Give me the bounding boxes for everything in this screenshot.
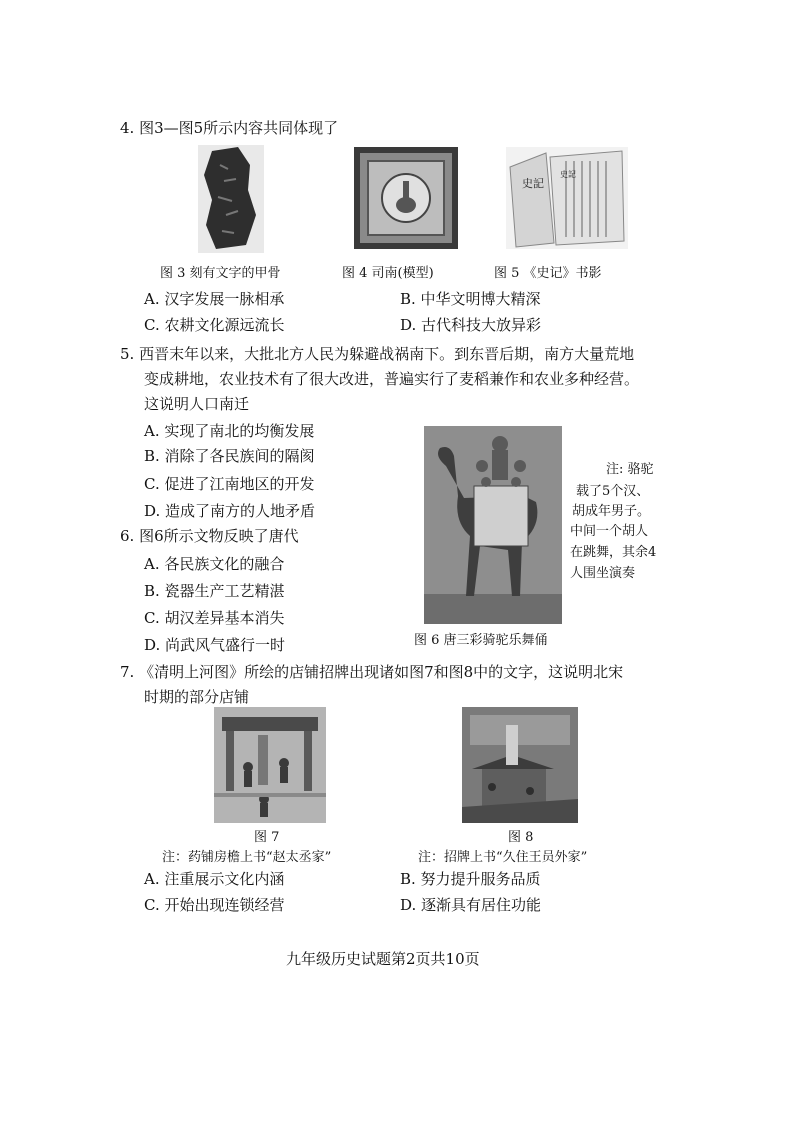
q6-option-b: B. 瓷器生产工艺精湛: [144, 582, 285, 600]
q7-stem-line-1: 7. 《清明上河图》所绘的店铺招牌出现诸如图7和图8中的文字，这说明北宋: [120, 663, 624, 681]
q5-option-a: A. 实现了南北的均衡发展: [144, 422, 315, 440]
fig8-note: 注：招牌上书“久住王员外家”: [418, 850, 588, 865]
fig6-note-line-2: 载了5个汉、: [576, 484, 650, 499]
q5-stem-line-3: 这说明人口南迁: [144, 395, 250, 413]
fig3-caption: 图 3 刻有文字的甲骨: [160, 266, 281, 281]
q6-option-d: D. 尚武风气盛行一时: [144, 636, 286, 654]
fig7-painting-image: [214, 707, 326, 823]
fig5-caption: 图 5 《史记》书影: [494, 266, 602, 281]
q4-option-d: D. 古代科技大放异彩: [400, 316, 542, 334]
q7-option-b: B. 努力提升服务品质: [400, 870, 541, 888]
fig5-book-left-title: 史記: [522, 177, 544, 190]
q4-option-b: B. 中华文明博大精深: [400, 290, 541, 308]
q5-option-b: B. 消除了各民族间的隔阂: [144, 447, 315, 465]
q4-stem: 4. 图3—图5所示内容共同体现了: [120, 119, 339, 137]
fig6-note-line-1: 注: 骆驼: [606, 462, 654, 477]
q5-stem-line-1: 5. 西晋末年以来，大批北方人民为躲避战祸南下。到东晋后期，南方大量荒地: [120, 345, 635, 363]
q6-option-a: A. 各民族文化的融合: [144, 555, 285, 573]
fig5-shiji-book-image: [506, 147, 628, 249]
q7-option-c: C. 开始出现连锁经营: [144, 896, 285, 914]
fig4-caption: 图 4 司南(模型): [342, 266, 434, 281]
q4-option-c: C. 农耕文化源远流长: [144, 316, 285, 334]
fig6-note-line-6: 人围坐演奏: [570, 566, 636, 581]
q5-option-c: C. 促进了江南地区的开发: [144, 475, 315, 493]
fig7-note: 注：药铺房檐上书“赵太丞家”: [162, 850, 332, 865]
fig5-book-right-title: 史記: [560, 170, 576, 179]
fig6-note-line-3: 胡成年男子。: [572, 504, 651, 519]
fig6-caption: 图 6 唐三彩骑驼乐舞俑: [414, 633, 548, 648]
q7-option-a: A. 注重展示文化内涵: [144, 870, 285, 888]
q5-stem-line-2: 变成耕地，农业技术有了很大改进，普遍实行了麦稻兼作和农业多种经营。: [144, 370, 640, 388]
fig8-painting-image: [462, 707, 578, 823]
fig6-note-line-4: 中间一个胡人: [570, 524, 649, 539]
q7-option-d: D. 逐渐具有居住功能: [400, 896, 542, 914]
q5-option-d: D. 造成了南方的人地矛盾: [144, 502, 316, 520]
fig4-sinan-image: [354, 147, 458, 249]
fig6-camel-figurine-image: [424, 426, 562, 624]
q6-option-c: C. 胡汉差异基本消失: [144, 609, 285, 627]
q7-stem-line-2: 时期的部分店铺: [144, 688, 250, 706]
q4-option-a: A. 汉字发展一脉相承: [144, 290, 285, 308]
fig8-label: 图 8: [508, 830, 534, 845]
fig6-note-line-5: 在跳舞，其余4: [570, 545, 657, 560]
fig7-label: 图 7: [254, 830, 280, 845]
fig3-oracle-bone-image: [198, 145, 264, 253]
page-footer: 九年级历史试题第2页共10页: [286, 950, 480, 968]
q6-stem: 6. 图6所示文物反映了唐代: [120, 527, 299, 545]
